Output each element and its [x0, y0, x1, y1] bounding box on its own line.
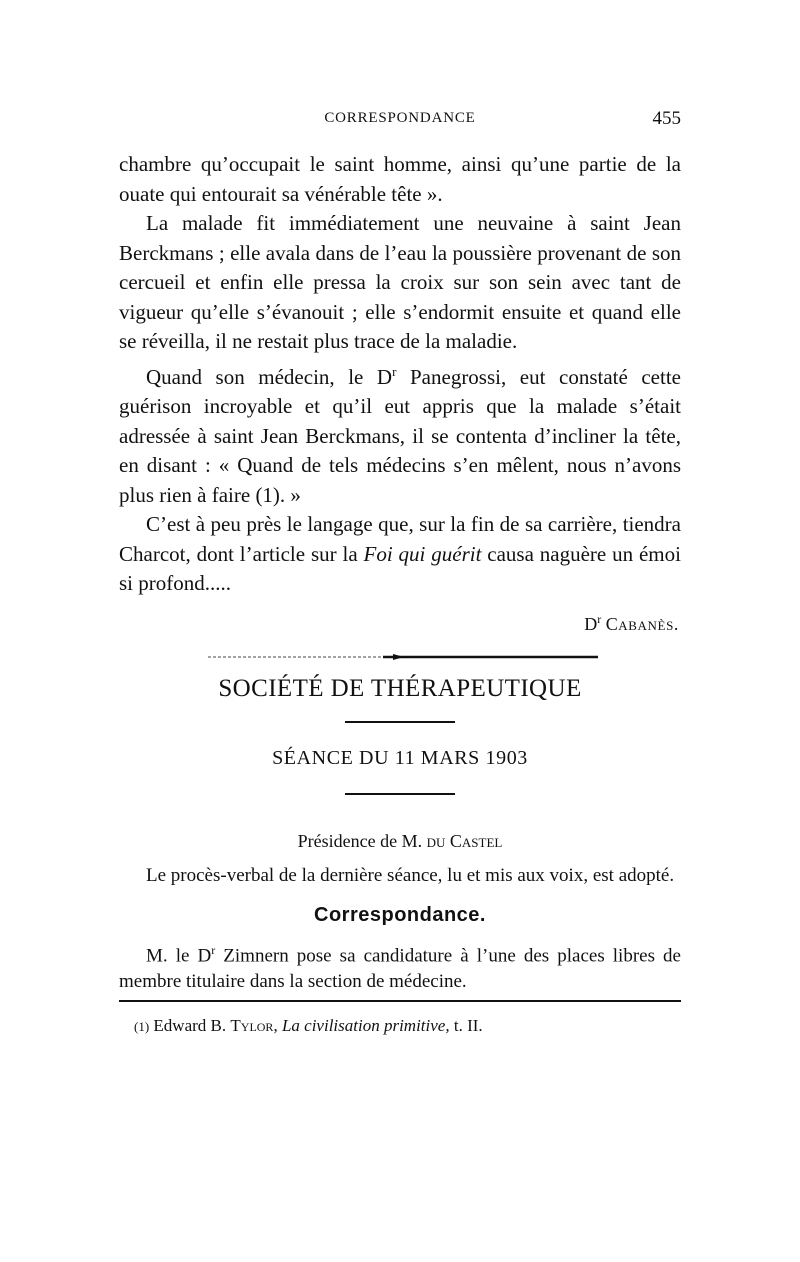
footnote-reference: t. II.	[453, 1016, 483, 1035]
page-number: 455	[652, 108, 681, 129]
minutes-paragraph: Le procès-verbal de la dernière séance, lu et mis aux voix, est adopté.	[146, 865, 675, 886]
paragraph-3-end: Panegrossi, eut constaté cette guérison incroyable et qu’il eut appris que la malade s’était adressée à saint Jean Berckmans, il se contenta d’incliner la tête, en disant : « Quand de tels médecins s’en mêlent, nous n’avons plus rien à faire (1). »	[119, 364, 681, 507]
signature-superscript: r	[597, 611, 602, 626]
doctor-superscript: r	[392, 363, 397, 379]
running-title: CORRESPONDANCE	[324, 110, 476, 126]
seance-title: SÉANCE DU 11 MARS 1903	[272, 747, 528, 769]
article-text	[119, 150, 681, 639]
presidence-line	[119, 831, 681, 852]
running-head	[119, 108, 681, 132]
italic-title: Foi qui guérit	[363, 541, 482, 566]
correspondance-end: Zimnern pose sa candidature à l’une des places libres de membre titulaire dans la section de médecine.	[119, 945, 681, 993]
paragraph-4	[119, 510, 681, 599]
correspondance-heading: Correspondance.	[314, 904, 486, 926]
paragraph-4-start: C’est à peu près le langage que, sur la fin de sa carrière, tiendra Charcot, dont l’article sur la	[119, 512, 681, 566]
seance-rule	[345, 793, 455, 795]
footnote-marker: (1)	[134, 1019, 150, 1034]
title-rule	[345, 721, 455, 723]
paragraph-4-end: causa naguère un émoi si profond.....	[119, 541, 681, 595]
president-name: du Castel	[426, 831, 503, 851]
paragraph-3	[119, 357, 681, 511]
footnote-author-last: Tylor,	[230, 1016, 278, 1035]
correspondance-superscript: r	[211, 943, 216, 957]
author-signature	[119, 605, 681, 640]
footnote	[134, 1016, 483, 1036]
signature-prefix: D	[584, 613, 598, 634]
correspondance-paragraph	[119, 937, 681, 995]
paragraph-1: chambre qu’occupait le saint homme, ainsi qu’une partie de la ouate qui entourait sa vénérable tête ».	[119, 152, 681, 206]
section-divider-ornament	[208, 653, 598, 661]
paragraph-3-start: Quand son médecin, le D	[146, 364, 393, 389]
paragraph-2: La malade fit immédiatement une neuvaine à saint Jean Berckmans ; elle avala dans de l’eau la poussière provenant de son cercueil et enfin elle pressa la croix sur son sein avec tant de vigueur qu’elle s’évanouit ; elle s’endormit ensuite et quand elle se réveilla, il ne restait plus trace de la maladie.	[119, 211, 681, 353]
footnote-rule	[119, 1000, 681, 1002]
signature-name: Cabanès.	[605, 613, 679, 634]
society-title: SOCIÉTÉ DE THÉRAPEUTIQUE	[218, 675, 582, 702]
footnote-author-first: Edward B.	[153, 1016, 227, 1035]
footnote-work-title: La civilisation primitive,	[281, 1016, 450, 1035]
presidence-prefix: Présidence de M.	[297, 831, 423, 851]
correspondance-start: M. le D	[146, 945, 212, 967]
